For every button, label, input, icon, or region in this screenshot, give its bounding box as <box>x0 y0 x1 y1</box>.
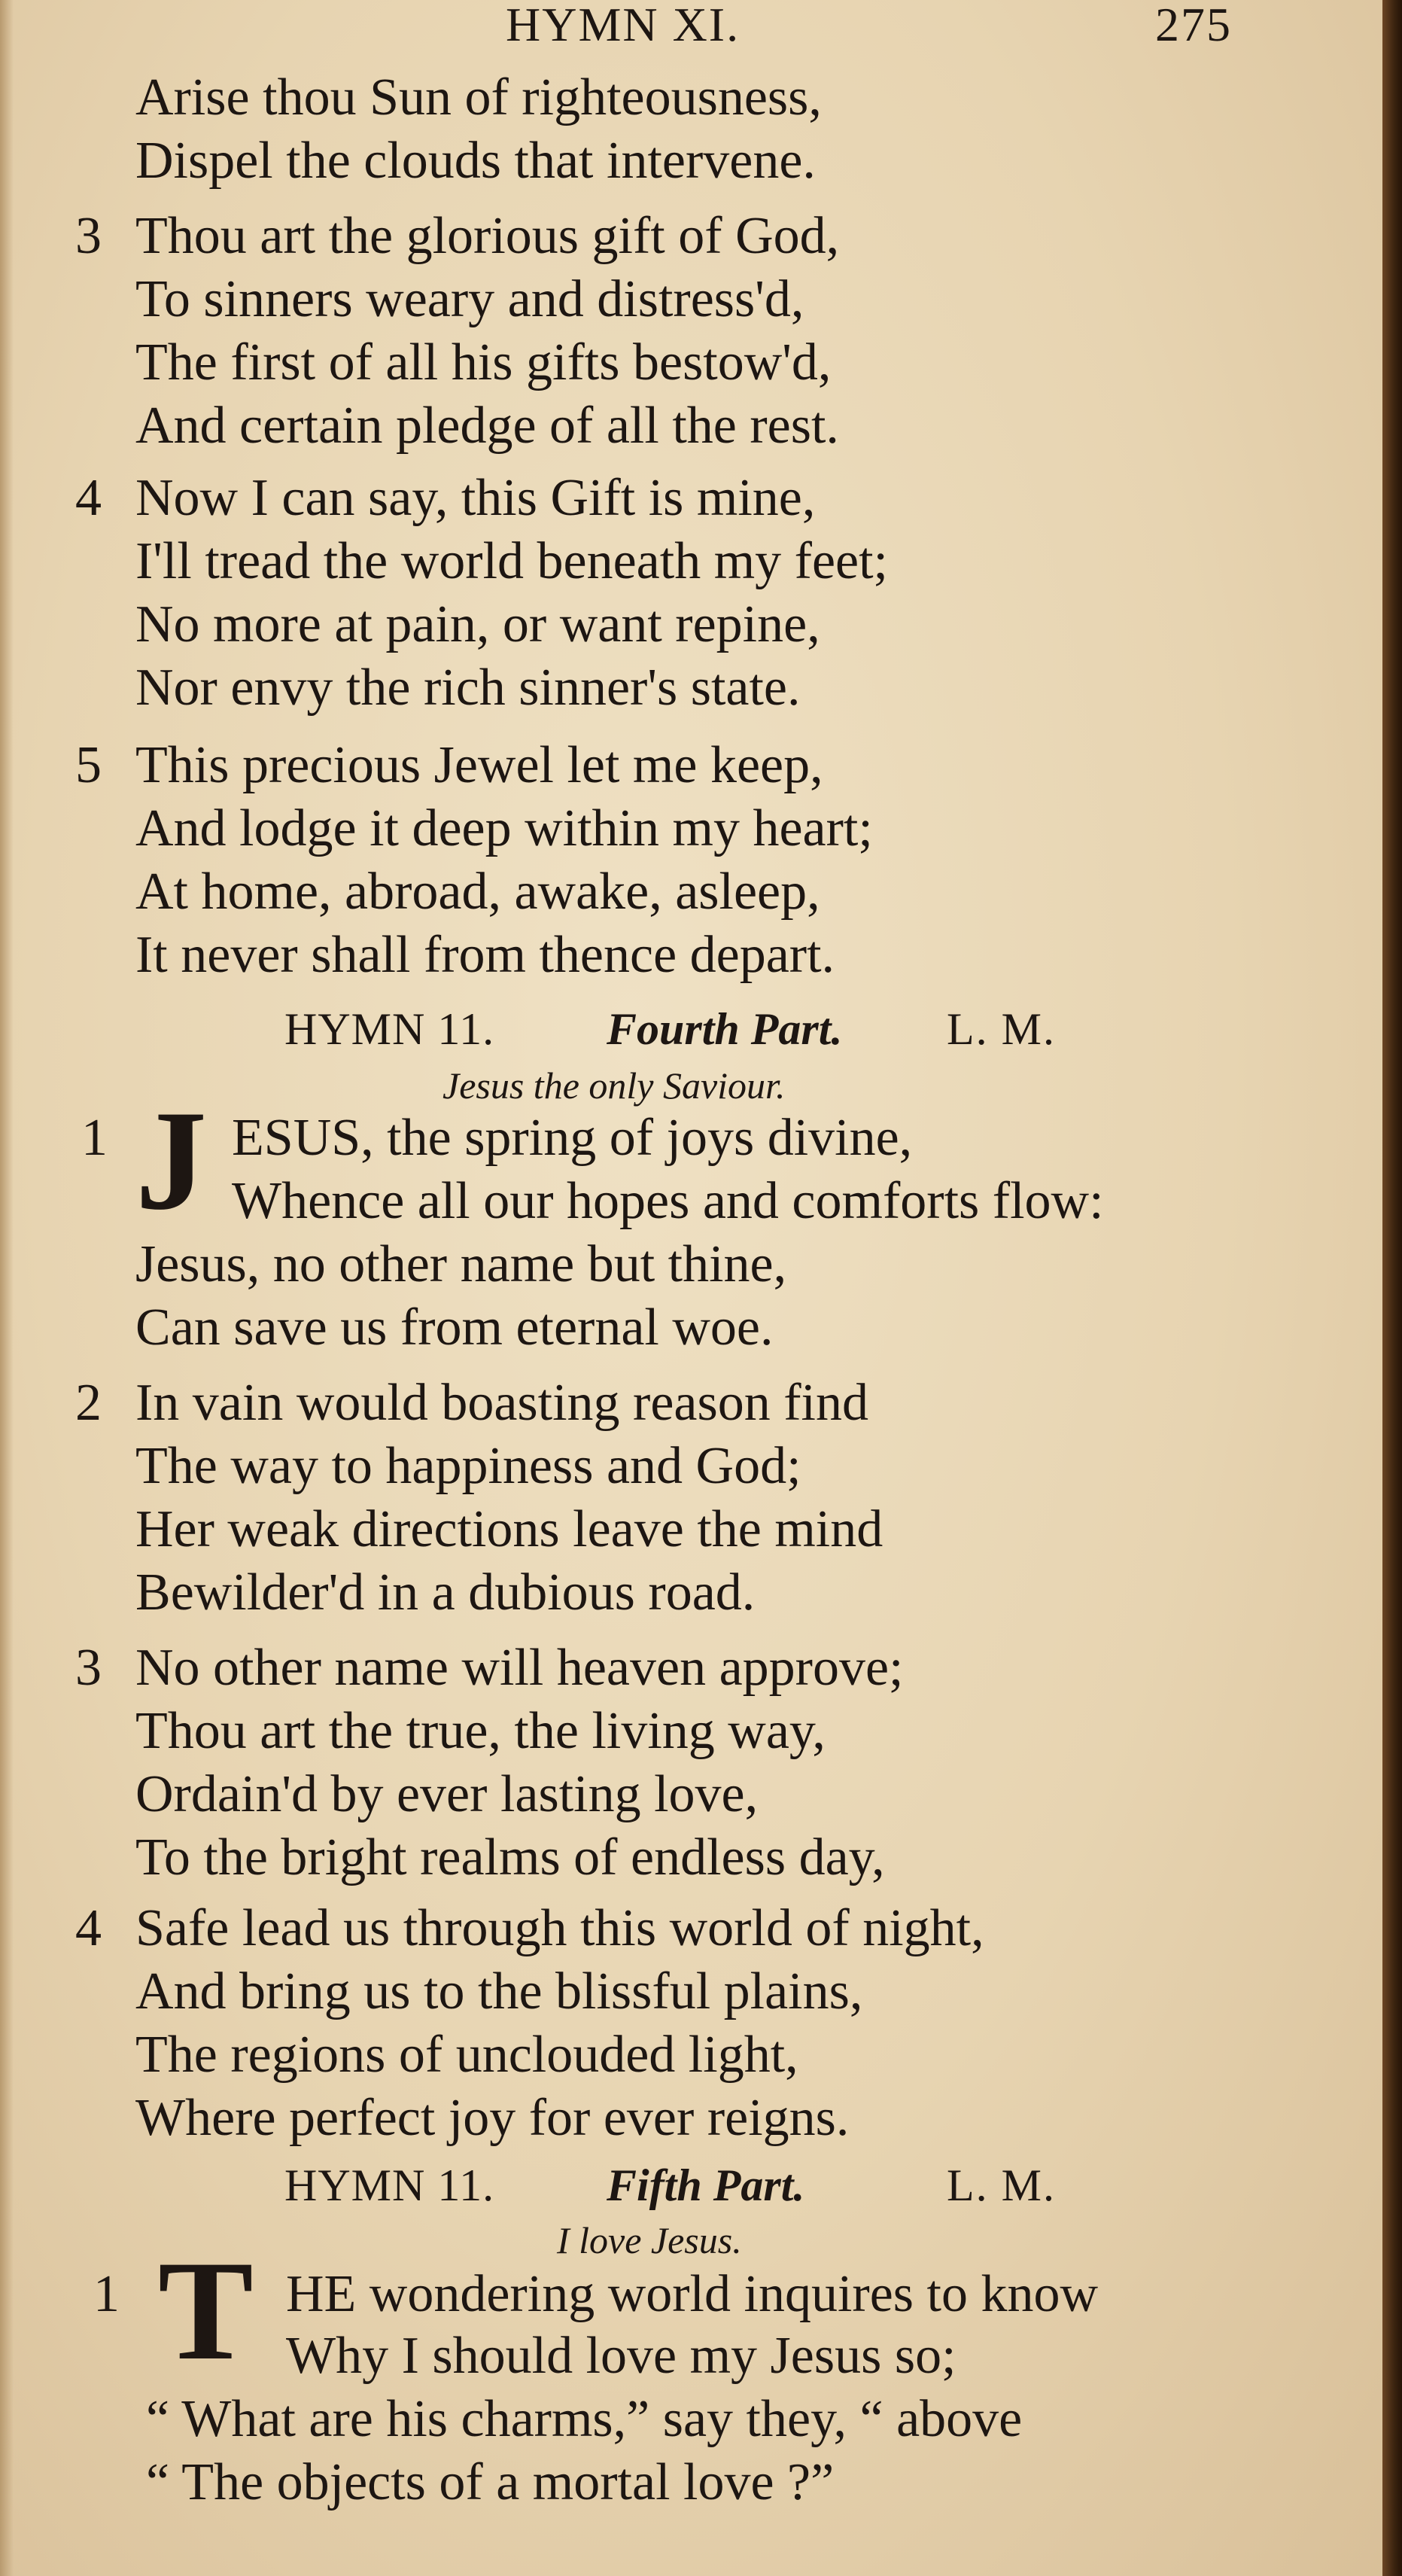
verse-line: And bring us to the blissful plains, <box>135 1962 863 2020</box>
verse-line: Her weak directions leave the mind <box>135 1500 883 1558</box>
verse-number: 4 <box>75 469 102 527</box>
verse-number: 3 <box>75 1639 102 1697</box>
verse-line: “ What are his charms,” say they, “ above <box>146 2390 1023 2448</box>
verse-line: Why I should love my Jesus so; <box>286 2327 956 2385</box>
drop-cap: T <box>158 2232 254 2390</box>
verse-number: 5 <box>75 736 102 794</box>
verse-line: Bewilder'd in a dubious road. <box>135 1564 756 1621</box>
verse-line: Where perfect joy for ever reigns. <box>135 2089 850 2147</box>
verse-line: It never shall from thence depart. <box>135 926 835 984</box>
verse-line: I'll tread the world beneath my feet; <box>135 532 888 590</box>
verse-line: The first of all his gifts bestow'd, <box>135 333 832 391</box>
book-spine <box>1382 0 1402 2576</box>
verse-line: “ The objects of a mortal love ?” <box>146 2453 835 2511</box>
verse-line: The regions of unclouded light, <box>135 2026 798 2084</box>
hymn-part: Fifth Part. <box>607 2160 805 2210</box>
verse-number: 4 <box>75 1899 102 1957</box>
verse-line: Whence all our hopes and comforts flow: <box>232 1172 1104 1230</box>
verse-line: Thou art the true, the living way, <box>135 1702 826 1760</box>
verse-line: Ordain'd by ever lasting love, <box>135 1765 759 1823</box>
verse-number: 3 <box>75 207 102 265</box>
verse-number: 1 <box>93 2265 120 2323</box>
verse-line: Dispel the clouds that intervene. <box>135 132 816 190</box>
verse-line: And lodge it deep within my heart; <box>135 799 873 857</box>
verse-line: To the bright realms of endless day, <box>135 1828 885 1886</box>
book-page: HYMN XI. 275 Arise thou Sun of righteousness, Dispel the clouds that intervene. 3 Thou art the glorious gift of God, To sinners weary and distress'd, The first of all his gifts bestow'd, And certain pledge of all the rest. 4 Now I can say, this Gift is mine, I'll tread the world beneath my feet; No more at pain, or want repine, Nor envy the rich sinner's state. 5 This precious Jewel let me keep, And lodge it deep within my heart; At home, abroad, awake, asleep, It never shall from thence depart. HYMN 11. Fourth Part. L. M. Jesus the only Saviour. 1 ESUS, the spring of joys divine, J Whence all our hopes and comforts flow: Jesus, no other name but thine, Can save us from eternal woe. 2 In vain would boasting reason find The way to happiness and God; Her weak directions leave the mind Bewilder'd in a dubious road. 3 No other name will heaven approve; Thou art the true, the living way, Ordain'd by ever lasting love, To the bright realms of endless day, 4 Safe lead us through this world of night, And bring us to the blissful plains, The regions of unclouded light, Where perfect joy for ever reigns. HYMN 11. Fifth Part. L. M. I love Jesus. 1 HE wondering world inquires to know T Why I should love my Jesus so; “ What are his charms,” say they, “ above “ The objects of a mortal love ?” <box>0 0 1402 2576</box>
verse-line: Jesus, no other name but thine, <box>135 1235 787 1293</box>
hymn-number: HYMN 11. <box>284 2160 495 2210</box>
verse-line: 4 Safe lead us through this world of night, <box>0 1897 1355 1960</box>
verse-line: And certain pledge of all the rest. <box>135 397 839 455</box>
verse-number: 2 <box>75 1374 102 1432</box>
verse-line: 4 Now I can say, this Gift is mine, <box>0 467 1355 530</box>
hymn-part: Fourth Part. <box>607 1004 843 1054</box>
hymn-meter: L. M. <box>947 1004 1056 1054</box>
verse-line: Can save us from eternal woe. <box>135 1299 774 1357</box>
drop-cap: J <box>135 1082 207 1240</box>
verse-line: Arise thou Sun of righteousness, <box>135 69 822 126</box>
page-header <box>0 0 1402 53</box>
verse-line: The way to happiness and God; <box>135 1437 801 1495</box>
verse-line: At home, abroad, awake, asleep, <box>135 863 820 921</box>
page-number: 275 <box>1155 0 1232 51</box>
verse-line: 5 This precious Jewel let me keep, <box>0 734 1355 797</box>
verse-line: 1 HE wondering world inquires to know <box>0 2263 1355 2326</box>
verse-line: 3 No other name will heaven approve; <box>0 1637 1355 1700</box>
hymn-number: HYMN 11. <box>284 1004 495 1054</box>
hymn-meter: L. M. <box>947 2160 1056 2210</box>
verse-number: 1 <box>81 1109 108 1167</box>
verse-line: 3 Thou art the glorious gift of God, <box>0 205 1355 268</box>
verse-line: To sinners weary and distress'd, <box>135 270 804 328</box>
running-title: HYMN XI. <box>506 0 741 51</box>
verse-line: 1 ESUS, the spring of joys divine, <box>0 1107 1355 1170</box>
verse-line: No more at pain, or want repine, <box>135 595 820 653</box>
verse-line: 2 In vain would boasting reason find <box>0 1372 1355 1435</box>
verse-line: Nor envy the rich sinner's state. <box>135 659 801 717</box>
